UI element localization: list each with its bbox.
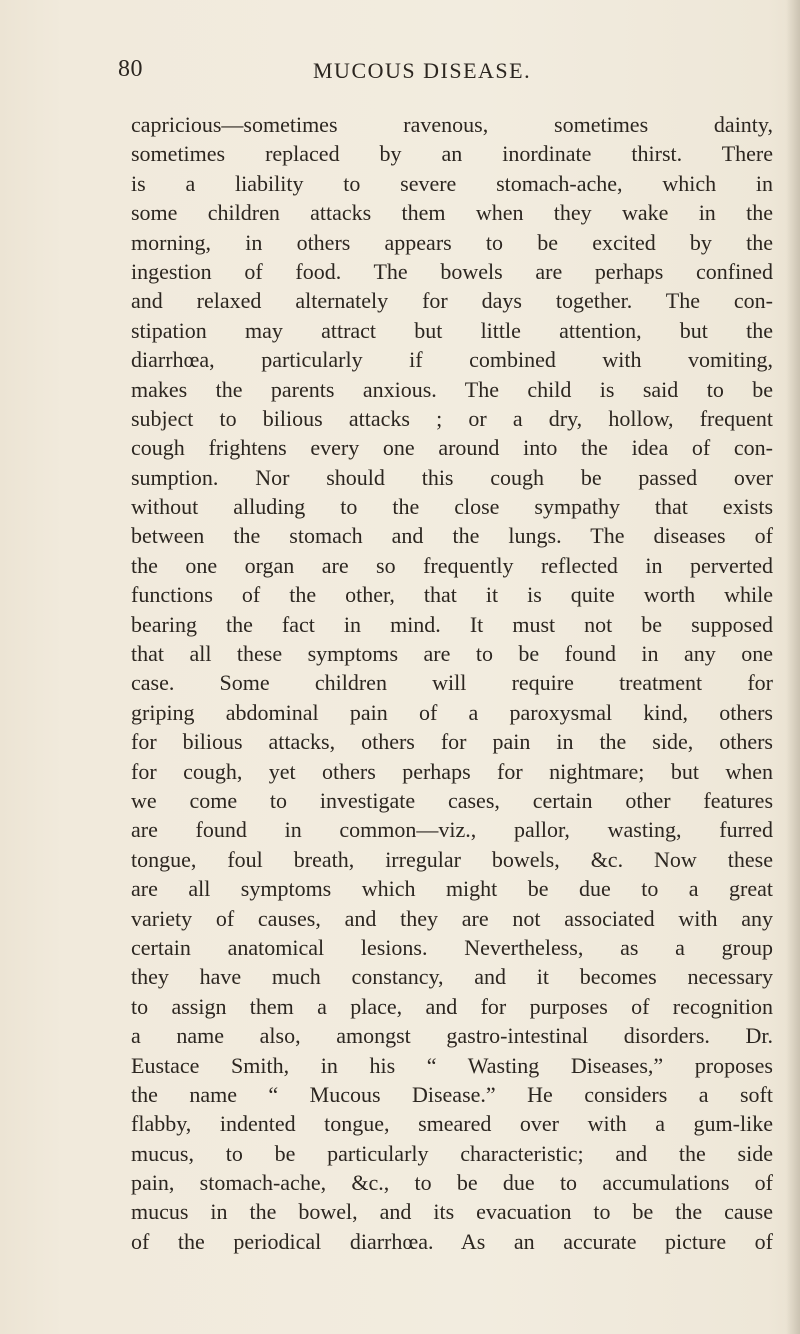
text-line: for bilious attacks, others for pain in the side, others: [131, 729, 773, 755]
text-line: and relaxed alternately for days together. The con-: [131, 288, 773, 314]
text-line: bearing the fact in mind. It must not be supposed: [131, 611, 773, 637]
text-line: of the periodical diarrhœa. As an accurate picture of: [131, 1228, 773, 1254]
text-line: some children attacks them when they wake in the: [131, 200, 773, 226]
text-line: case. Some children will require treatment for: [131, 670, 773, 696]
text-line: ingestion of food. The bowels are perhaps confined: [131, 258, 773, 284]
text-line: pain, stomach-ache, &c., to be due to accumulations of: [131, 1170, 773, 1196]
text-line: to assign them a place, and for purposes of recognition: [131, 993, 773, 1019]
page-number: 80: [118, 56, 143, 82]
text-line: stipation may attract but little attention, but the: [131, 317, 773, 343]
text-line: a name also, amongst gastro-intestinal disorders. Dr.: [131, 1023, 773, 1049]
text-line: between the stomach and the lungs. The diseases of: [131, 523, 773, 549]
page-edge-shadow: [786, 0, 800, 1334]
text-line: diarrhœa, particularly if combined with vomiting,: [131, 347, 773, 373]
text-line: that all these symptoms are to be found in any one: [131, 641, 773, 667]
text-line: for cough, yet others perhaps for nightmare; but when: [131, 758, 773, 784]
text-line: griping abdominal pain of a paroxysmal kind, others: [131, 699, 773, 725]
body-paragraph: [131, 110, 773, 1256]
text-line: mucus, to be particularly characteristic; and the side: [131, 1140, 773, 1166]
text-line: capricious—sometimes ravenous, sometimes dainty,: [131, 112, 773, 137]
text-line: are all symptoms which might be due to a great: [131, 876, 773, 902]
text-line: variety of causes, and they are not associated with any: [131, 905, 773, 931]
text-line: mucus in the bowel, and its evacuation to be the cause: [131, 1199, 773, 1225]
text-line: they have much constancy, and it becomes necessary: [131, 964, 773, 990]
text-line: makes the parents anxious. The child is said to be: [131, 376, 773, 402]
text-line: the name “ Mucous Disease.” He considers a soft: [131, 1081, 773, 1107]
text-line: the one organ are so frequently reflected in perverted: [131, 552, 773, 578]
text-line: cough frightens every one around into the idea of con-: [131, 435, 773, 461]
text-line: flabby, indented tongue, smeared over with a gum-like: [131, 1111, 773, 1137]
text-line: sometimes replaced by an inordinate thirst. There: [131, 141, 773, 167]
text-line: subject to bilious attacks ; or a dry, hollow, frequent: [131, 405, 773, 431]
text-line: functions of the other, that it is quite worth while: [131, 582, 773, 608]
text-line: are found in common—viz., pallor, wasting, furred: [131, 817, 773, 843]
text-line: is a liability to severe stomach-ache, which in: [131, 170, 773, 196]
text-line: without alluding to the close sympathy that exists: [131, 494, 773, 520]
text-line: we come to investigate cases, certain other features: [131, 787, 773, 813]
text-line: morning, in others appears to be excited by the: [131, 229, 773, 255]
text-line: Eustace Smith, in his “ Wasting Diseases,” proposes: [131, 1052, 773, 1078]
running-head: [118, 56, 778, 86]
text-line: certain anatomical lesions. Nevertheless, as a group: [131, 934, 773, 960]
text-line: sumption. Nor should this cough be passed over: [131, 464, 773, 490]
running-title: MUCOUS DISEASE.: [313, 58, 532, 83]
text-line: tongue, foul breath, irregular bowels, &c. Now these: [131, 846, 773, 872]
